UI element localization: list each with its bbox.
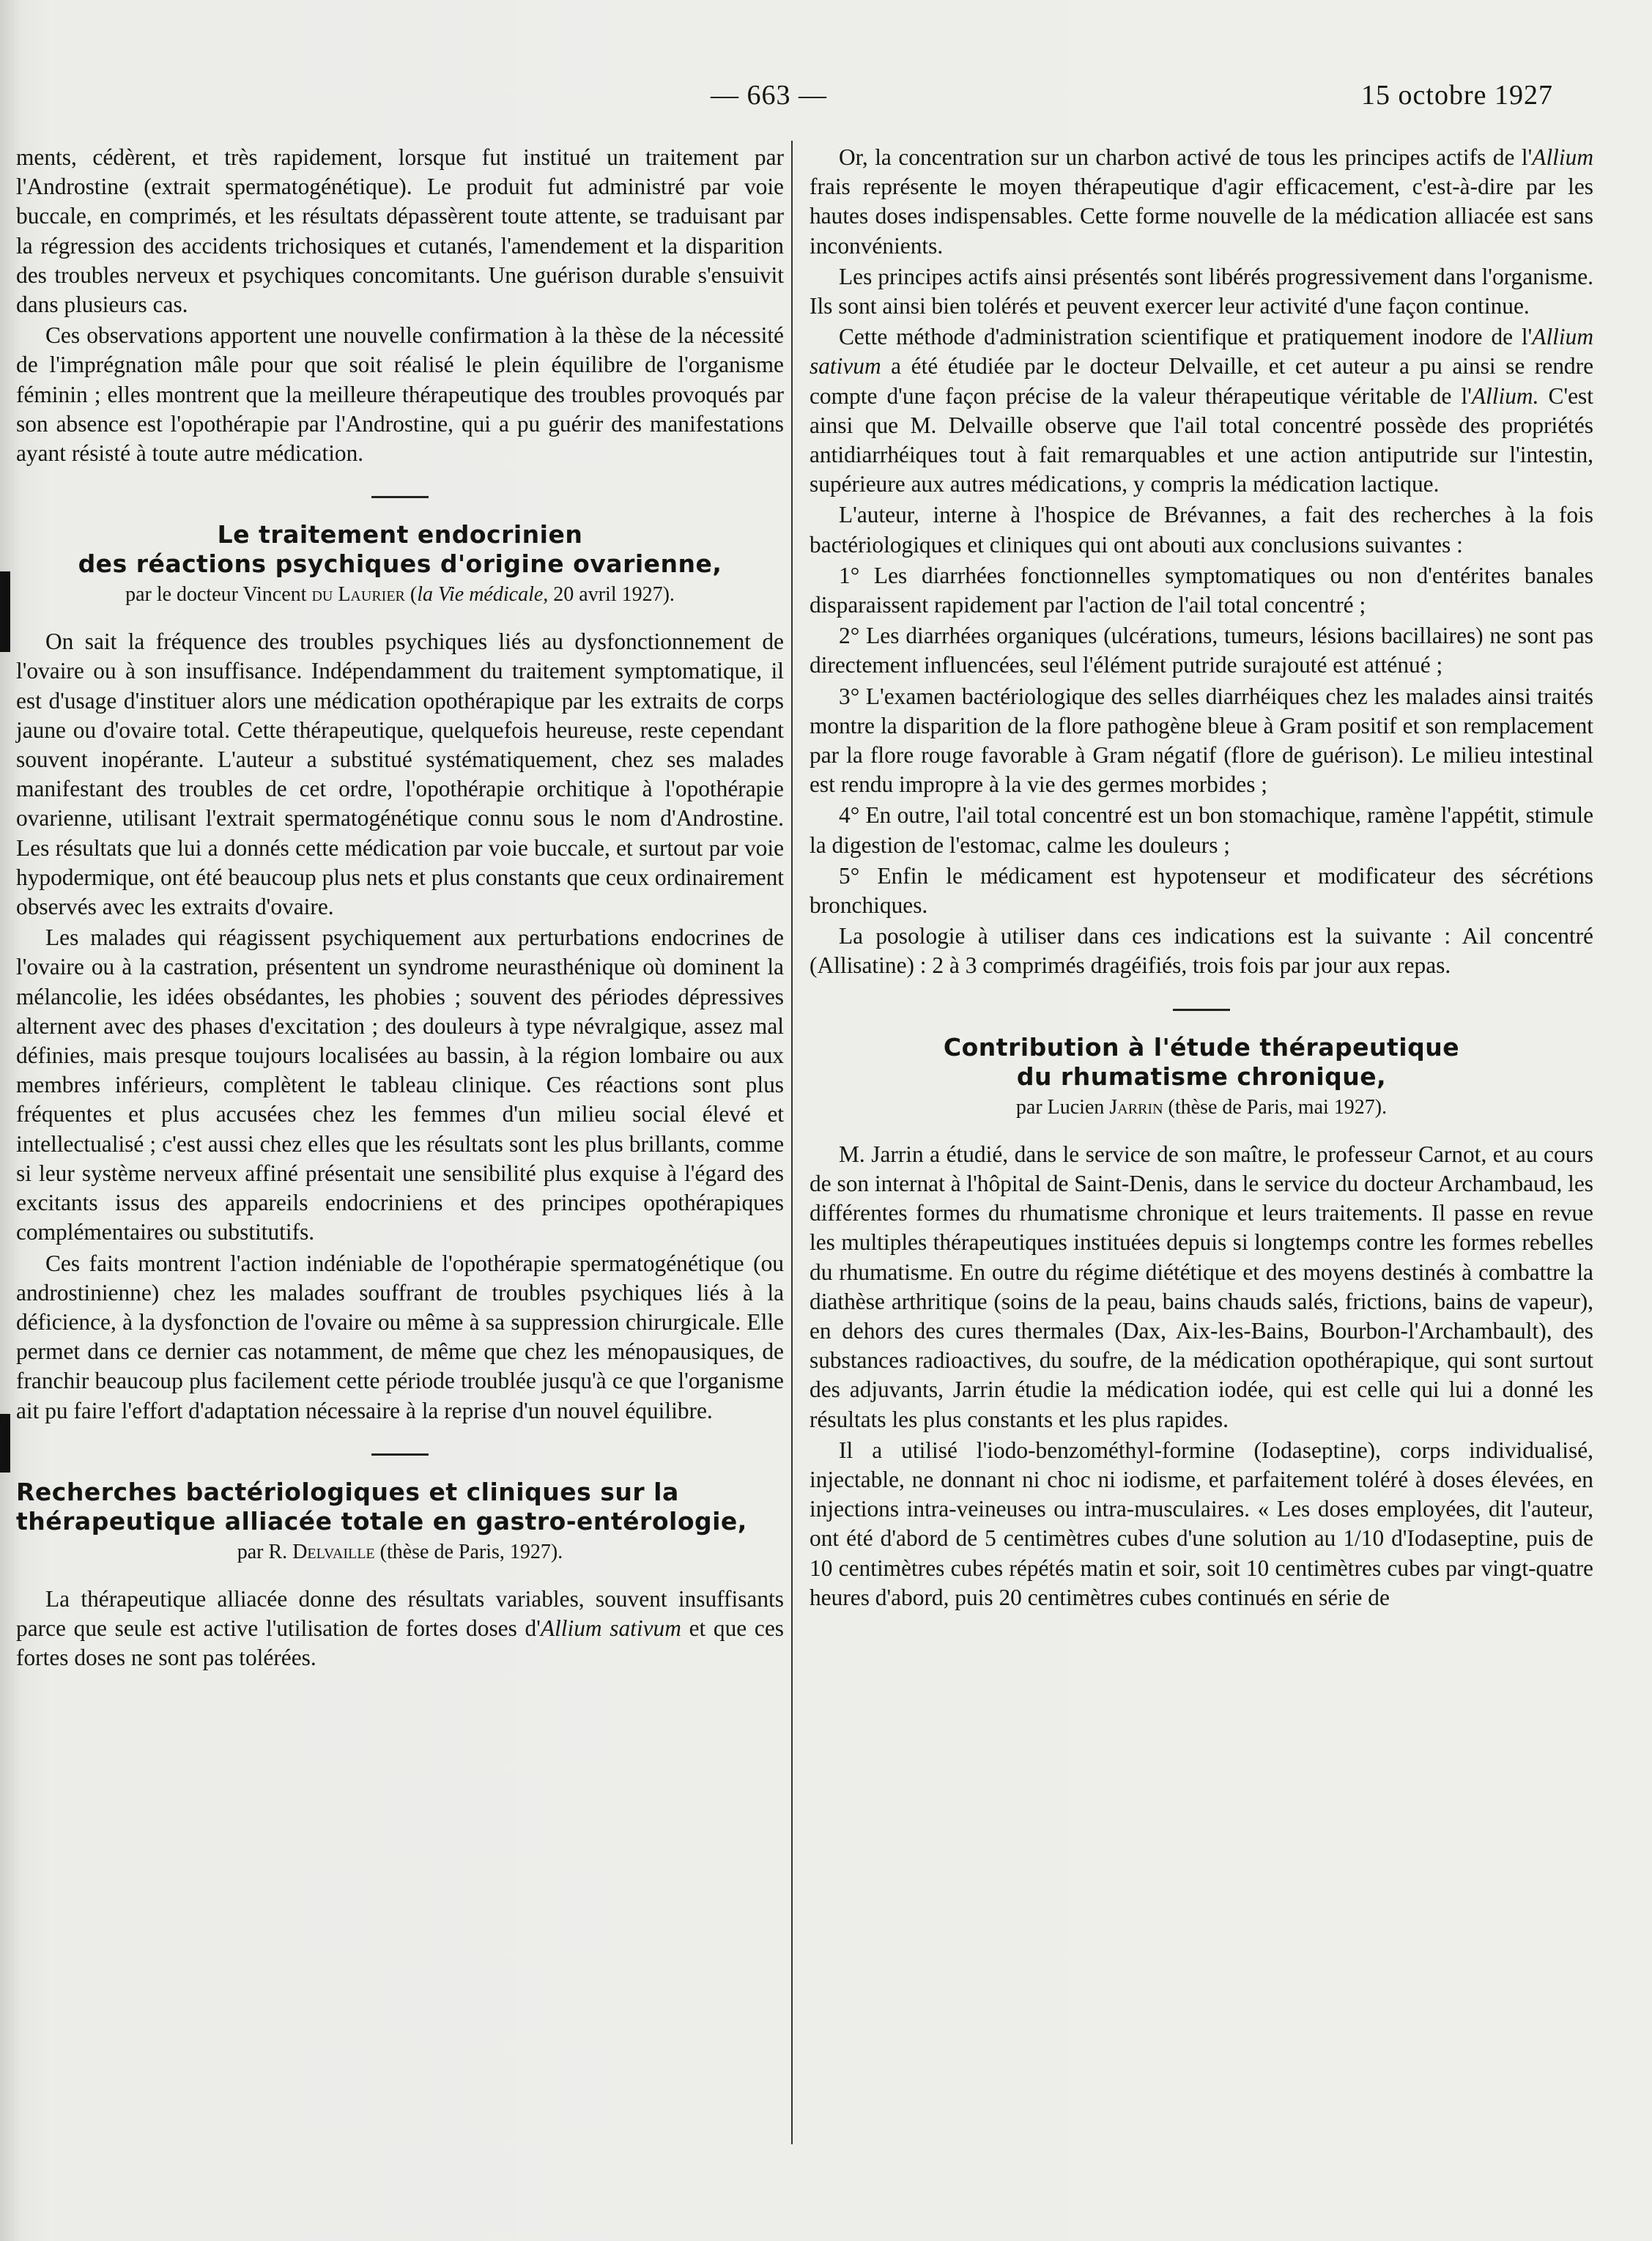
source-journal: la Vie médicale, bbox=[417, 583, 549, 607]
text-run: frais représente le moyen thérapeutique d'agir efficacement, c'est-à-dire par les hautes doses indispensables. Cette forme nouvelle de la médication alliacée est sans inconvénients. bbox=[810, 174, 1593, 259]
list-item: 4° En outre, l'ail total concentré est un bon stomachique, ramène l'appétit, stimule la digestion de l'estomac, calme les douleurs ; bbox=[810, 802, 1593, 858]
right-column bbox=[810, 143, 1593, 1614]
text-run: La thérapeutique alliacée donne des résultats variables, souvent insuffisants parce que seule est active l'utilisation de fortes doses d' bbox=[16, 1585, 784, 1641]
paragraph bbox=[16, 1585, 784, 1673]
list-item: 5° Enfin le médicament est hypotenseur et modificateur des sécrétions bronchiques. bbox=[810, 862, 1593, 919]
paragraph: Ces observations apportent une nouvelle confirmation à la thèse de la nécessité de l'imprégnation mâle pour que soit réalisé le plein équilibre de l'organisme féminin ; elles montrent que la meilleure thérapeutique des troubles provoqués par son absence est l'opothérapie par l'Androstine, qui a pu guérir des manifestations ayant résisté à toute autre médication. bbox=[16, 322, 784, 467]
byline-prefix: par R. bbox=[237, 1540, 293, 1563]
author-name: Jarrin bbox=[1109, 1095, 1163, 1119]
article-title bbox=[810, 1033, 1593, 1092]
binding-mark bbox=[0, 1414, 10, 1473]
italic-term: Allium bbox=[1532, 144, 1593, 170]
paragraph: Ces faits montrent l'action indéniable de l'opothérapie spermatogénétique (ou androstinienne) chez les malades souffrant de troubles psychiques liés à la déficience, à la dysfonction de l'ovaire ou même à sa suppression chirurgicale. Elle permet dans ce dernier cas notamment, de même que chez les ménopausiques, de franchir beaucoup plus facilement cette période troublée jusqu'à ce que l'organisme ait pu faire l'effort d'adaptation nécessaire à la reprise d'un nouvel équilibre. bbox=[16, 1250, 784, 1423]
paragraph: Les malades qui réagissent psychiquement aux perturbations endocrines de l'ovaire ou à la castration, présentent un syndrome neurasthénique où dominent la mélancolie, les idées obsédantes, les phobies ; souvent des périodes dépressives alternent avec des phases d'excitation ; des douleurs à type névralgique, assez mal définies, mais presque toujours localisées au bassin, à la région lombaire ou aux membres inférieurs, complètent le tableau clinique. Ces réactions sont plus fréquentes et plus accusées chez les femmes d'un milieu social élevé et intellectualisé ; c'est aussi chez elles que les résultats sont les plus brillants, comme si leur système nerveux affiné présentait une sensibilité plus exquise à l'égard des excitants issus des appareils endocriniens et des principes opothérapiques complémentaires ou substitutifs. bbox=[16, 925, 784, 1245]
text-run: a été étudiée par le docteur Delvaille, et cet auteur a pu ainsi se rendre compte d'une façon précise de la valeur thérapeutique véritable de l' bbox=[810, 353, 1593, 409]
article-title-line: du rhumatisme chronique, bbox=[1016, 1062, 1387, 1091]
text-run: C'est ainsi que M. Delvaille observe que l'ail total concentré possède des propriétés antidiarrhéiques tout à fait remarquables et une action antiputride sur l'intestin, supérieure aux autres médications, y compris la médication lactique. bbox=[810, 382, 1593, 497]
author-name: du Laurier bbox=[311, 583, 405, 607]
text-run: Or, la concentration sur un charbon activé de tous les principes actifs de l' bbox=[839, 144, 1533, 170]
paragraph: On sait la fréquence des troubles psychiques liés au dysfonctionnement de l'ovaire ou à son insuffisance. Indépendamment du traitement symptomatique, il est d'usage d'instituer alors une médication opothérapique par les extraits de corps jaune ou d'ovaire total. Cette thérapeutique, quelquefois heureuse, reste cependant souvent inopérante. L'auteur a substitué systématiquement, chez ses malades manifestant des troubles de cet ordre, l'opothérapie orchitique à l'opothérapie ovarienne, utilisant l'extrait spermatogénétique connu sous le nom d'Androstine. Les résultats que lui a donnés cette médication par voie buccale, et surtout par voie hypodermique, ont été beaucoup plus nets et plus constants que ceux ordinairement observés avec les extraits d'ovaire. bbox=[16, 629, 784, 920]
paragraph: La posologie à utiliser dans ces indications est la suivante : Ail concentré (Allisatine) : 2 à 3 comprimés dragéifiés, trois fois par jour aux repas. bbox=[810, 923, 1593, 979]
source-info: (thèse de Paris, 1927). bbox=[374, 1540, 563, 1563]
italic-term: Allium. bbox=[1471, 382, 1539, 409]
paragraph bbox=[810, 143, 1593, 261]
paragraph: Il a utilisé l'iodo-benzométhyl-formine (Iodaseptine), corps individualisé, injectable, ne donnant ni choc ni iodisme, et parfaitement toléré à doses élevées, en injections intra-veineuses ou intra-musculaires. « Les doses employées, dit l'auteur, ont été d'abord de 5 centimètres cubes d'une solution au 1/10 d'Iodaseptine, puis de 10 centimètres cubes répétés matin et soir, soit 10 centimètres cubes par vingt-quatre heures d'abord, puis 20 centimètres cubes continués en série de bbox=[810, 1437, 1593, 1610]
section-separator bbox=[371, 496, 429, 498]
article-byline bbox=[16, 1539, 784, 1566]
author-name: Delvaille bbox=[292, 1540, 375, 1563]
left-column bbox=[16, 143, 784, 1674]
text-run: Cette méthode d'administration scientifique et pratiquement inodore de l' bbox=[839, 324, 1533, 350]
paragraph bbox=[810, 322, 1593, 499]
paragraph: Les principes actifs ainsi présentés sont libérés progressivement dans l'organisme. Ils sont ainsi bien tolérés et peuvent exercer leur activité d'une façon continue. bbox=[810, 263, 1593, 319]
paragraph: ments, cédèrent, et très rapidement, lorsque fut institué un traitement par l'Androstine (extrait spermatogénétique). Le produit fut administré par voie buccale, en comprimés, et les résultats dépassèrent toute attente, se traduisant par la régression des accidents trichosiques et cutanés, l'amendement et la disparition des troubles nerveux et psychiques concomitants. Une guérison durable s'ensuivit dans plusieurs cas. bbox=[16, 144, 784, 318]
source-date: 20 avril 1927). bbox=[548, 583, 675, 607]
article-title-line: des réactions psychiques d'origine ovarienne, bbox=[78, 549, 722, 579]
italic-term: Allium sativum bbox=[810, 324, 1593, 379]
text-run: et que ces fortes doses ne sont pas tolérées. bbox=[16, 1615, 785, 1671]
article-title-line: Le traitement endocrinien bbox=[217, 520, 583, 549]
article-title bbox=[16, 520, 784, 579]
article-title: Recherches bactériologiques et cliniques sur la thérapeutique alliacée totale en gastro-entérologie, bbox=[16, 1477, 747, 1536]
column-rule bbox=[791, 141, 793, 2144]
byline-prefix: par le docteur Vincent bbox=[125, 583, 312, 607]
paragraph: M. Jarrin a étudié, dans le service de son maître, le professeur Carnot, et au cours de son internat à l'hôpital de Saint-Denis, dans le service du docteur Archambaud, les différentes formes du rhumatisme chronique et leurs traitements. Il passe en revue les multiples thérapeutiques instituées depuis si longtemps contre les formes rebelles du rhumatisme. En outre du régime diététique et des moyens destinés à combattre la diathèse arthritique (soins de la peau, bains chauds salés, frictions, bains de vapeur), en dehors des cures thermales (Dax, Aix-les-Bains, Bourbon-l'Archambault), des substances radioactives, du soufre, de la médication opothérapique, qui sont surtout des adjuvants, Jarrin étudie la médication iodée, qui est celle qui lui a donné les résultats les plus constants et les plus rapides. bbox=[810, 1141, 1594, 1432]
page-number: — 663 — bbox=[711, 80, 827, 111]
article-title-line: Contribution à l'étude thérapeutique bbox=[943, 1032, 1460, 1062]
section-separator bbox=[1173, 1009, 1230, 1011]
list-item: 3° L'examen bactériologique des selles diarrhéiques chez les malades ainsi traités montre la disparition de la flore pathogène bleue à Gram positif et son remplacement par la flore rouge favorable à Gram négatif (flore de guérison). Le milieu intestinal est rendu impropre à la vie des germes morbides ; bbox=[810, 683, 1593, 798]
source-info: (thèse de Paris, mai 1927). bbox=[1163, 1095, 1388, 1119]
binding-mark bbox=[0, 571, 10, 652]
article-byline bbox=[810, 1094, 1593, 1121]
list-item: 1° Les diarrhées fonctionnelles symptomatiques ou non d'entérites banales disparaissent rapidement par l'action de l'ail total concentré ; bbox=[810, 562, 1593, 618]
byline-prefix: par Lucien bbox=[1015, 1095, 1110, 1119]
article-byline: par le docteur Vincent du Laurier (la Vie médicale, 20 avril 1927). bbox=[125, 583, 675, 607]
list-item: 2° Les diarrhées organiques (ulcérations, tumeurs, lésions bacillaires) ne sont pas directement influencées, seul l'élément putride surajouté est atténué ; bbox=[810, 623, 1593, 678]
page-header bbox=[0, 79, 1652, 123]
section-separator bbox=[371, 1453, 429, 1456]
issue-date: 15 octobre 1927 bbox=[1361, 80, 1553, 111]
italic-term: Allium sativum bbox=[540, 1615, 681, 1641]
paragraph: L'auteur, interne à l'hospice de Brévannes, a fait des recherches à la fois bactériologiques et cliniques qui ont abouti aux conclusions suivantes : bbox=[810, 502, 1593, 558]
